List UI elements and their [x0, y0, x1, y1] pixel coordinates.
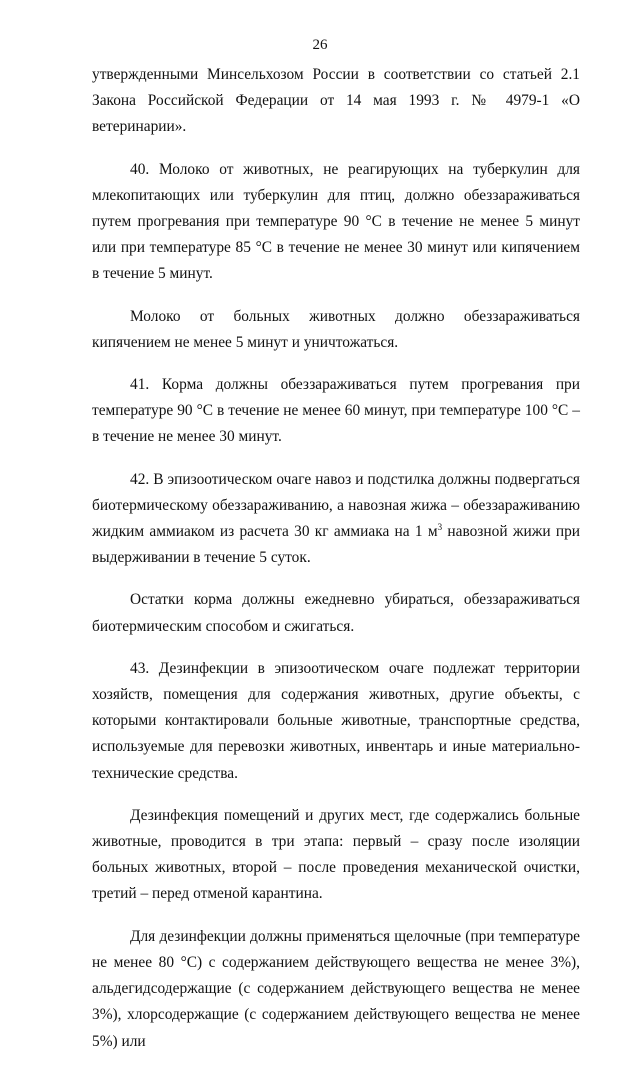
paragraph-item-42	[92, 467, 580, 572]
superscript-cubic: 3	[437, 521, 443, 532]
paragraph-disinfection-stages: Дезинфекция помещений и других мест, где содержались больные животные, проводится в три этапа: первый – сразу после изоляции больных животных, второй – после проведения механической очистки, третий – перед отменой карантина.	[92, 806, 580, 903]
paragraph-item-43: 43. Дезинфекции в эпизоотическом очаге подлежат территории хозяйств, помещения для содержания животных, другие объекты, с которыми контактировали больные животные, транспортные средства, используемые для перевозки животных, инвентарь и иные материально-технические средства.	[92, 659, 580, 782]
paragraph-item-41: 41. Корма должны обеззараживаться путем прогревания при температуре 90 °С в течение не менее 60 минут, при температуре 100 °С – в течение не менее 30 минут.	[92, 376, 580, 446]
paragraph-disinfectants: Для дезинфекции должны применяться щелочные (при температуре не менее 80 °С) с содержанием действующего вещества не менее 3%), альдегидсодержащие (с содержанием действующего вещества не менее 3%), хлорсодержащие (с содержанием действующего вещества не менее 5%) или	[92, 927, 580, 1050]
paragraph-milk-sick-animals: Молоко от больных животных должно обеззараживаться кипячением не менее 5 минут и уничтожаться.	[92, 307, 580, 351]
paragraph-item-40: 40. Молоко от животных, не реагирующих на туберкулин для млекопитающих или туберкулин для птиц, должно обеззараживаться путем прогревания при температуре 90 °С в течение не менее 5 минут или при температуре 85 °С в течение не менее 30 минут или кипячением в течение 5 минут.	[92, 160, 580, 283]
paragraph-continuation: утвержденными Минсельхозом России в соответствии со статьей 2.1 Закона Российской Федерации от 14 мая 1993 г. № 4979-1 «О ветеринарии».	[92, 66, 580, 136]
page-number: 26	[312, 37, 328, 53]
paragraph-item-42-text: 42. В эпизоотическом очаге навоз и подстилка должны подвергаться биотермическому обеззараживанию, а навозная жижа – обеззараживанию жидким аммиаком из расчета 30 кг аммиака на 1 м	[92, 470, 580, 541]
document-body	[92, 62, 580, 1071]
paragraph-feed-remains: Остатки корма должны ежедневно убираться, обеззараживаться биотермическим способом и сжигаться.	[92, 591, 580, 635]
paragraph-item-42-text-end: навозной жижи при выдерживании в течение 5 суток.	[92, 523, 580, 567]
